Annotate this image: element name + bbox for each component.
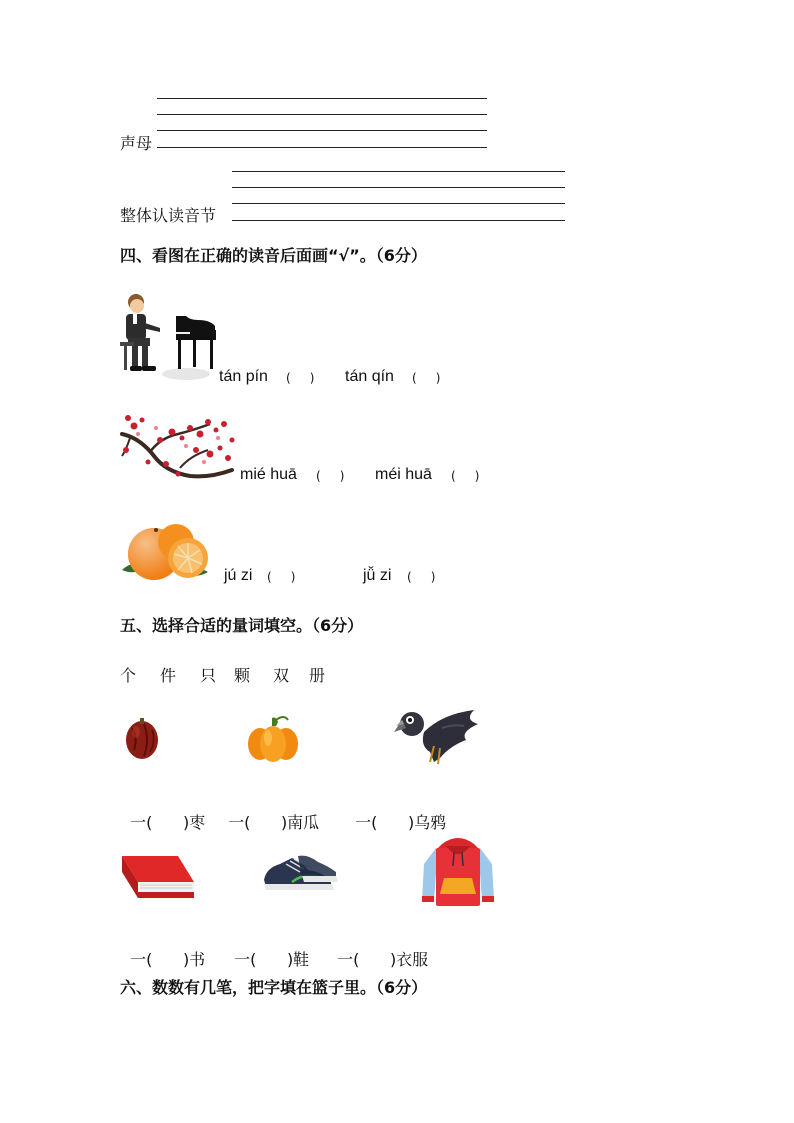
piano-player-icon (120, 292, 220, 382)
writing-line (157, 130, 487, 131)
measure-word: 只 (200, 666, 217, 685)
red-date-icon (122, 716, 162, 760)
writing-line (232, 203, 565, 204)
zhengti-label: 整体认读音节 (120, 206, 217, 225)
answer-paren[interactable]: ( ) (407, 570, 436, 584)
writing-answer-line[interactable] (157, 147, 487, 148)
crow-icon (394, 706, 480, 766)
pinyin-option: jú zi (224, 567, 253, 584)
pinyin-option: tán pín (219, 368, 268, 385)
measure-word: 颗 (234, 666, 251, 685)
answer-paren[interactable]: ( ) (286, 371, 315, 385)
pinyin-option: méi huā (375, 466, 432, 483)
measure-blank-book[interactable]: 一( )书 (130, 950, 206, 969)
tangerine-icon (120, 520, 212, 582)
writing-line (232, 187, 565, 188)
measure-word: 个 (120, 666, 137, 685)
section4-heading: 四、看图在正确的读音后面画“√”。（6分） (120, 246, 427, 265)
measure-blank-crow[interactable]: 一( )乌鸦 (355, 813, 447, 832)
writing-answer-line[interactable] (232, 220, 565, 221)
hoodie-icon (420, 834, 496, 910)
measure-blank-pumpkin[interactable]: 一( )南瓜 (228, 813, 320, 832)
measure-word: 件 (160, 666, 177, 685)
sneaker-icon (262, 850, 338, 896)
answer-paren[interactable]: ( ) (267, 570, 296, 584)
answer-paren[interactable]: ( ) (412, 371, 441, 385)
pinyin-option: tán qín (345, 368, 394, 385)
measure-blank-date[interactable]: 一( )枣 (130, 813, 206, 832)
writing-line (157, 98, 487, 99)
measure-word: 册 (309, 666, 326, 685)
writing-line (157, 114, 487, 115)
pinyin-option: mié huā (240, 466, 297, 483)
shengmu-label: 声母 (120, 134, 153, 153)
answer-paren[interactable]: ( ) (451, 469, 480, 483)
section6-heading: 六、数数有几笔，把字填在篮子里。（6分） (120, 978, 428, 997)
book-icon (118, 852, 196, 902)
section5-heading: 五、选择合适的量词填空。（6分） (120, 616, 364, 635)
writing-line (232, 171, 565, 172)
answer-paren[interactable]: ( ) (316, 469, 345, 483)
measure-blank-clothes[interactable]: 一( )衣服 (337, 950, 429, 969)
measure-blank-shoes[interactable]: 一( )鞋 (234, 950, 310, 969)
plum-blossom-icon (120, 410, 238, 485)
measure-word: 双 (273, 666, 290, 685)
pinyin-option: jǚ zi (363, 567, 392, 584)
pumpkin-icon (246, 714, 300, 762)
